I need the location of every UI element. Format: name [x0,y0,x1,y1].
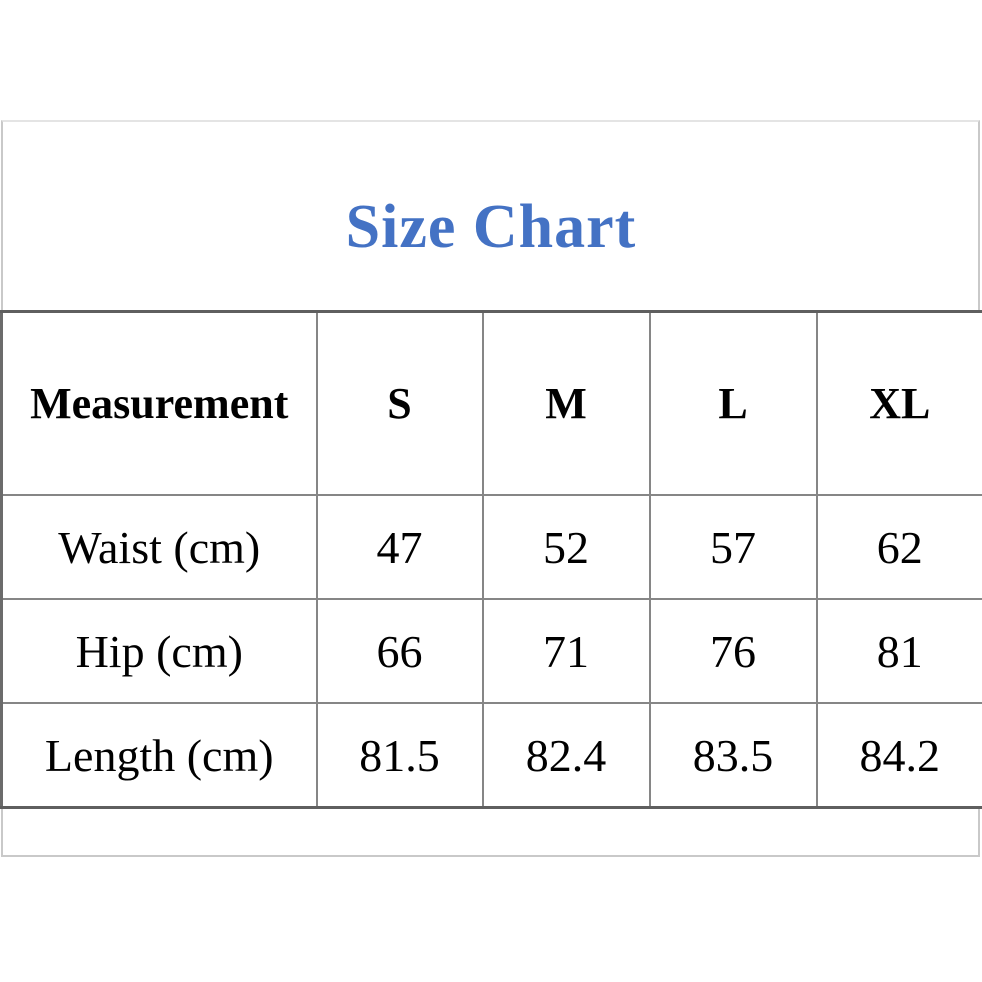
column-header-xl: XL [817,312,982,496]
table-row-hip [2,599,982,703]
row-label-length: Length (cm) [2,703,317,808]
column-header-l: L [650,312,817,496]
value-cell-length-xl: 84.2 [817,703,982,808]
header-row [2,312,982,496]
size-chart-table [0,310,982,809]
column-header-measurement: Measurement [2,312,317,496]
value-cell-hip-xl: 81 [817,599,982,703]
value-cell-waist-l: 57 [650,495,817,599]
value-cell-length-s: 81.5 [317,703,483,808]
value-cell-hip-s: 66 [317,599,483,703]
value-cell-length-l: 83.5 [650,703,817,808]
column-header-m: M [483,312,650,496]
value-cell-hip-m: 71 [483,599,650,703]
value-cell-waist-xl: 62 [817,495,982,599]
value-cell-waist-s: 47 [317,495,483,599]
value-cell-hip-l: 76 [650,599,817,703]
value-cell-length-m: 82.4 [483,703,650,808]
table-row-length [2,703,982,808]
row-label-hip: Hip (cm) [2,599,317,703]
value-cell-waist-m: 52 [483,495,650,599]
column-header-s: S [317,312,483,496]
page-title: Size Chart [345,193,637,261]
table-row-waist [2,495,982,599]
row-label-waist: Waist (cm) [2,495,317,599]
